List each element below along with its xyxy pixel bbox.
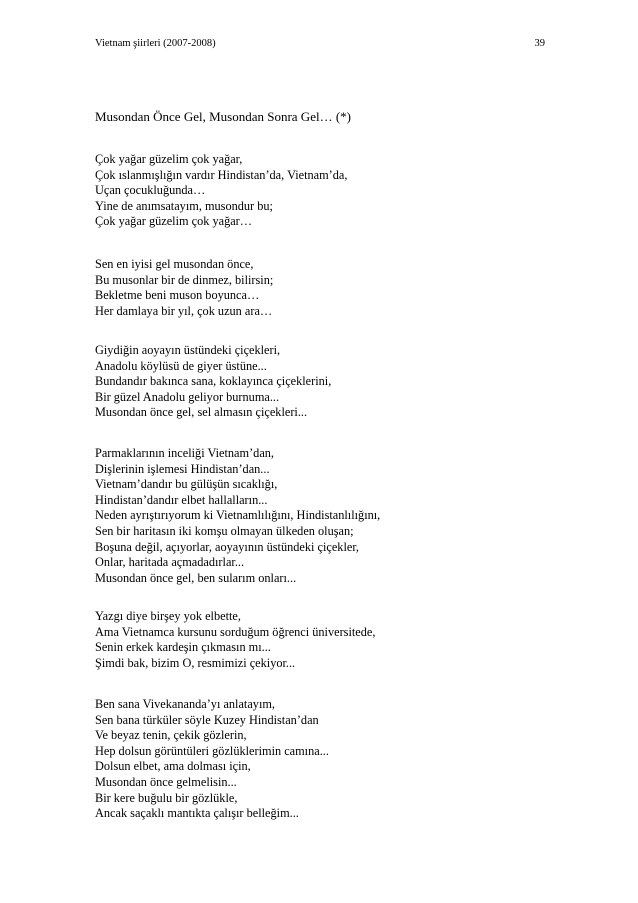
running-title: Vietnam şiirleri (2007-2008): [95, 38, 216, 49]
poem-line: Onlar, haritada açmadadırlar...: [95, 555, 245, 570]
poem-line: Yazgı diye birşey yok elbette,: [95, 609, 241, 623]
poem-line: Bir güzel Anadolu geliyor burnuma...: [95, 389, 280, 404]
poem-line: Ve beyaz tenin, çekik gözlerin,: [95, 728, 247, 743]
poem-line: Musondan önce gel, ben sularım onları...: [95, 570, 297, 585]
poem-line: Her damlaya bir yıl, çok uzun ara…: [95, 303, 273, 318]
poem-line: Sen bana türküler söyle Kuzey Hindistan’dan: [95, 712, 319, 727]
poem-line: Ben sana Vivekananda’yı anlatayım,: [95, 697, 276, 711]
poem-line: Çok yağar güzelim çok yağar…: [95, 214, 253, 229]
stanza-6: [95, 697, 329, 822]
stanza-1: [95, 152, 347, 230]
page-header: [95, 37, 545, 51]
poem-line: Bundandır bakınca sana, koklayınca çiçeklerini,: [95, 374, 332, 389]
poem-line: Uçan çocukluğunda…: [95, 183, 206, 198]
poem-line: Bir kere buğulu bir gözlükle,: [95, 790, 238, 805]
poem-line: Yine de anımsatayım, musondur bu;: [95, 198, 273, 213]
poem-line: Musondan önce gelmelisin...: [95, 774, 237, 789]
poem-line: Senin erkek kardeşin çıkmasın mı...: [95, 640, 271, 655]
poem-line: Çok yağar güzelim çok yağar,: [95, 152, 243, 166]
stanza-5: [95, 609, 375, 671]
poem-line: Dişlerinin işlemesi Hindistan’dan...: [95, 461, 270, 476]
stanza-3: [95, 343, 331, 421]
poem-line: Hindistan’dandır elbet hallalların...: [95, 492, 268, 507]
poem-line: Anadolu köylüsü de giyer üstüne...: [95, 358, 267, 373]
poem-line: Sen en iyisi gel musondan önce,: [95, 257, 254, 271]
poem-line: Parmaklarının inceliği Vietnam’dan,: [95, 446, 274, 460]
poem-line: Bekletme beni muson boyunca…: [95, 288, 260, 303]
poem-line: Ancak saçaklı mantıkta çalışır belleğim...: [95, 806, 299, 821]
poem-line: Ama Vietnamca kursunu sorduğum öğrenci üniversitede,: [95, 624, 376, 639]
poem-line: Giydiğin aoyayın üstündeki çiçekleri,: [95, 343, 281, 357]
poem-line: Vietnam’dandır bu gülüşün sıcaklığı,: [95, 477, 278, 492]
stanza-4: [95, 446, 380, 586]
stanza-2: [95, 257, 273, 319]
poem-line: Bu musonlar bir de dinmez, bilirsin;: [95, 272, 274, 287]
poem-line: Şimdi bak, bizim O, resmimizi çekiyor...: [95, 655, 296, 670]
poem-title: Musondan Önce Gel, Musondan Sonra Gel… (*): [95, 109, 351, 124]
poem-line: Çok ıslanmışlığın vardır Hindistan’da, Vietnam’da,: [95, 167, 348, 182]
poem-line: Neden ayrıştırıyorum ki Vietnamlılığını, Hindistanlılığını,: [95, 508, 381, 523]
poem-line: Sen bir haritasın iki komşu olmayan ülkeden oluşan;: [95, 523, 354, 538]
poem-line: Musondan önce gel, sel almasın çiçekleri...: [95, 405, 308, 420]
poem-line: Boşuna değil, açıyorlar, aoyayının üstündeki çiçekler,: [95, 539, 359, 554]
poem-line: Dolsun elbet, ama dolması için,: [95, 759, 251, 774]
page-number: 39: [534, 38, 545, 49]
poem-line: Hep dolsun görüntüleri gözlüklerimin camına...: [95, 743, 329, 758]
